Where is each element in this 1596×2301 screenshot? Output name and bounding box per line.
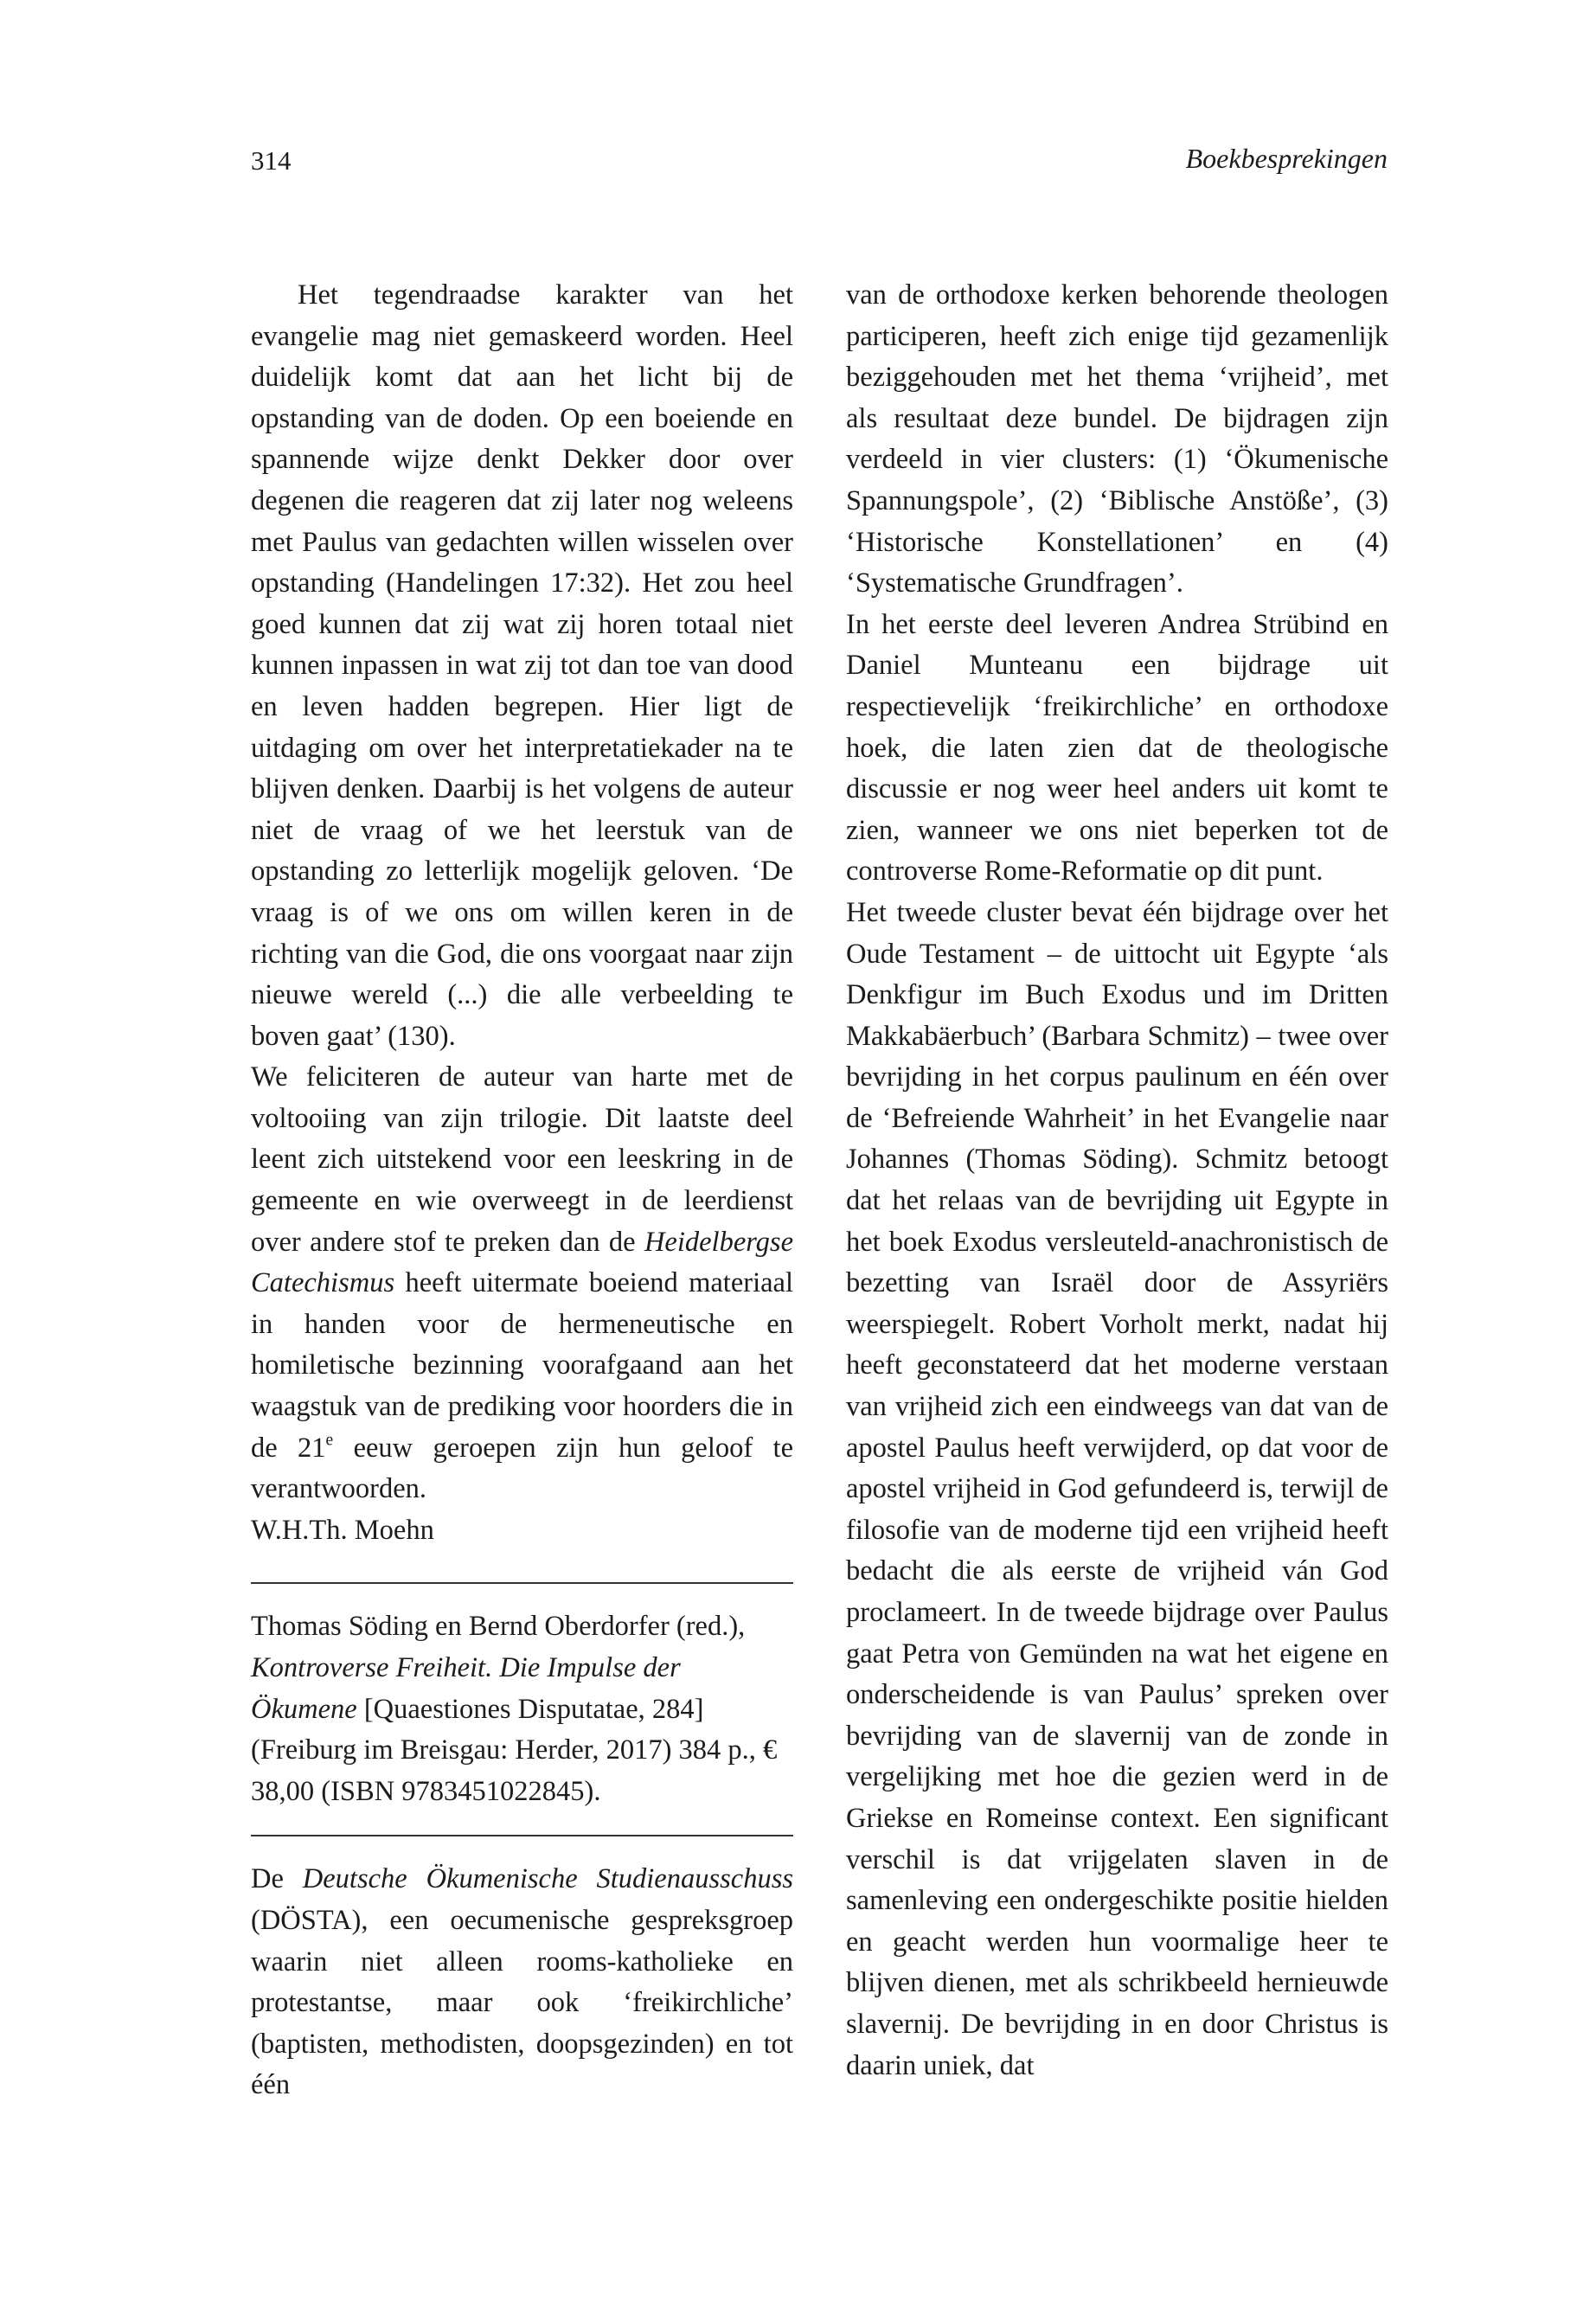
bibliographic-entry bbox=[251, 1606, 793, 1812]
text-span: [Quaestiones Disputatae, 284] (Freiburg im Breisgau: Herder, 2017) 384 p., € 38,00 (ISBN 9783451022845). bbox=[251, 1693, 778, 1807]
review-paragraph bbox=[251, 1859, 793, 2106]
book-title: Kontroverse Freiheit. Die Impulse der Ökumene bbox=[251, 1652, 681, 1725]
superscript: e bbox=[325, 1430, 334, 1449]
italic-title: Heidelbergse Catechismus bbox=[251, 1226, 794, 1299]
divider-rule bbox=[251, 1582, 793, 1584]
text-span: De bbox=[251, 1863, 284, 1895]
divider-rule bbox=[251, 1835, 793, 1836]
left-column bbox=[251, 275, 793, 2106]
text-span: heeft uitermate boeiend materiaal in handen voor de hermeneutische en homiletische bezinning voorafgaand aan het waagstuk van de prediking voor hoorders die in de 21 bbox=[251, 1267, 793, 1464]
reviewer-signature: W.H.Th. Moehn bbox=[251, 1514, 434, 1546]
review-paragraph: van de orthodoxe kerken behorende theologen participeren, heeft zich enige tijd gezamenlijk beziggehouden met het thema ‘vrijheid’, met als resultaat deze bundel. De bijdragen zijn verdeeld in vier clusters: (1) ‘Ökumenische Spannungspole’, (2) ‘Biblische Anstöße’, (3) ‘Historische Konstellationen’ en (4) ‘Systematische Grundfragen’. bbox=[846, 279, 1388, 599]
review-paragraph: Het tegendraadse karakter van het evangelie mag niet gemaskeerd worden. Heel duidelijk komt dat aan het licht bij de opstanding van de doden. Op een boeiende en spannende wijze denkt Dekker door over degenen die reageren dat zij later nog weleens met Paulus van gedachten willen wisselen over opstanding (Handelingen 17:32). Het zou heel goed kunnen dat zij wat zij horen totaal niet kunnen inpassen in wat zij tot dan toe van dood en leven hadden begrepen. Hier ligt de uitdaging om over het interpretatiekader na te blijven denken. Daarbij is het volgens de auteur niet de vraag of we het leerstuk van de opstanding zo letterlijk mogelijk geloven. ‘De vraag is of we ons om willen keren in de richting van die God, die ons voorgaat naar zijn nieuwe wereld (...) die alle verbeelding te boven gaat’ (130). bbox=[251, 279, 793, 1052]
text-span: eeuw geroepen zijn hun geloof te verantwoorden. bbox=[251, 1432, 793, 1505]
review-paragraph: Het tweede cluster bevat één bijdrage over het Oude Testament – de uittocht uit Egypte ‘als Denkfigur im Buch Exodus und im Dritten Makkabäerbuch’ (Barbara Schmitz) – twee over bevrijding in het corpus paulinum en één over de ‘Befreiende Wahrheit’ in het Evangelie naar Johannes (Thomas Söding). Schmitz betoogt dat het relaas van de bevrijding uit Egypte in het boek Exodus versleuteld-anachronistisch de bezetting van Israël door de Assyriërs weerspiegelt. Robert Vorholt merkt, nadat hij heeft geconstateerd dat het moderne verstaan van vrijheid zich een eindweegs van dat van de apostel Paulus heeft verwijderd, op dat voor de apostel vrijheid in God gefundeerd is, terwijl de filosofie van de moderne tijd een vrijheid heeft bedacht die als eerste de vrijheid ván God proclameert. In de tweede bijdrage over Paulus gaat Petra von Gemünden na wat het eigene en onderscheidende is van Paulus’ spreken over bevrijding van de slavernij van de zonde in vergelijking met hoe die gezien werd in de Griekse en Romeinse context. Een significant verschil is dat vrijgelaten slaven in de samenleving een ondergeschikte positie hielden en geacht werden hun voormalige heer te blijven dienen, met als schrikbeeld hernieuwde slavernij. De bevrijding in en door Christus is daarin uniek, dat bbox=[846, 896, 1388, 2081]
review-paragraph: In het eerste deel leveren Andrea Strübind en Daniel Munteanu een bijdrage uit respectievelijk ‘freikirchliche’ en orthodoxe hoek, die laten zien dat de theologische discussie er nog weer heel anders uit komt te zien, wanneer we ons niet beperken tot de controverse Rome-Reformatie op dit punt. bbox=[846, 608, 1388, 888]
italic-name: Deutsche Ökumenische Studienausschuss bbox=[302, 1863, 794, 1895]
right-column bbox=[846, 275, 1388, 2086]
text-span: (DÖSTA), een oecumenische gespreksgroep waarin niet alleen rooms-katholieke en protestantse, maar ook ‘freikirchliche’ (baptisten, methodisten, doopsgezinden) en tot één bbox=[251, 1904, 793, 2101]
review-paragraph bbox=[251, 1057, 793, 1510]
text-span: We feliciteren de auteur van harte met de voltooiing van zijn trilogie. Dit laatste deel leent zich uitstekend voor een leeskring in de gemeente en wie overweegt in de leerdienst over andere stof te preken dan de bbox=[251, 1061, 793, 1258]
text-span: Thomas Söding en Bernd Oberdorfer (red.), bbox=[251, 1611, 746, 1643]
running-head: Boekbesprekingen bbox=[1185, 143, 1388, 174]
page-number: 314 bbox=[251, 145, 292, 176]
